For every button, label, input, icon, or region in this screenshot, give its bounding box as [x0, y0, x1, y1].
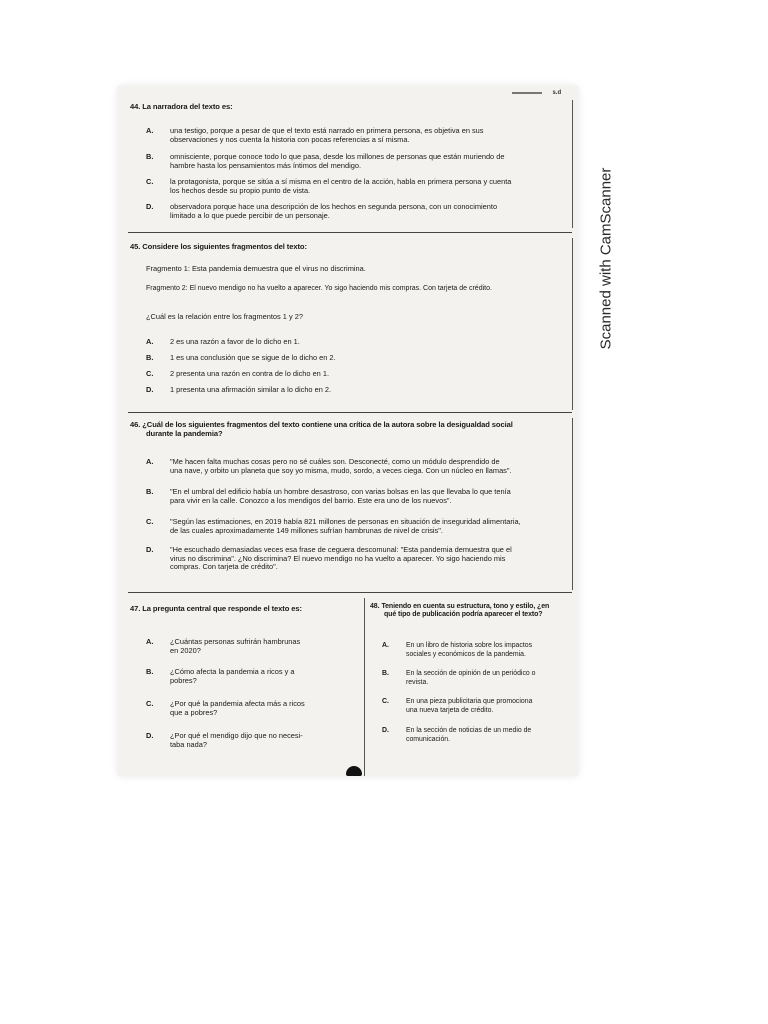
q46-option-a-line1: "Me hacen falta muchas cosas pero no sé cuáles son. Desconecté, como un módulo desprendido de: [170, 457, 500, 466]
q48-option-b: [382, 670, 574, 688]
q46-number: 46.: [130, 420, 141, 429]
q46-option-b: [146, 488, 570, 506]
q44-number: 44.: [130, 102, 141, 111]
q46-option-c-letter: C.: [146, 517, 154, 526]
q44-option-b-line1: omnisciente, porque conoce todo lo que pasa, desde los millones de personas que están muriendo de: [170, 152, 505, 161]
q44-option-c-letter: C.: [146, 177, 154, 186]
header-code: s.d: [552, 89, 562, 96]
q47-option-c: [146, 700, 360, 718]
q44-option-b-letter: B.: [146, 152, 154, 161]
q44-option-a-line2: observaciones y nos cuenta la historia con pocas referencias a sí misma.: [170, 134, 410, 144]
q48-option-a: [382, 642, 574, 660]
q45-option-c-text: 2 presenta una razón en contra de lo dicho en 1.: [170, 369, 330, 378]
q46-option-d-line2: virus no discrimina". ¿No discrimina? El nuevo mendigo no ha vuelto a aparecer. Yo sigo haciendo mis: [170, 553, 506, 563]
q45-stem: [130, 242, 307, 251]
q45-option-a-text: 2 es una razón a favor de lo dicho en 1.: [170, 337, 300, 346]
q47-stem-text: La pregunta central que responde el texto es:: [142, 604, 302, 613]
q47-option-a: [146, 638, 360, 656]
q47-option-b: [146, 668, 360, 686]
q47-option-d: [146, 732, 360, 750]
q46-option-a: [146, 458, 570, 476]
q45-number: 45.: [130, 242, 141, 251]
q44-option-b-line2: hambre hasta los pensamientos más íntimos del mendigo.: [170, 160, 362, 170]
q45-option-c-letter: C.: [146, 369, 154, 378]
q47-option-c-line2: que a pobres?: [170, 707, 218, 717]
separator-44-45: [128, 232, 572, 233]
q47-stem: [130, 604, 360, 613]
q47-option-c-letter: C.: [146, 699, 154, 708]
q47-option-b-letter: B.: [146, 667, 154, 676]
q47-option-b-line2: pobres?: [170, 675, 197, 685]
q48-option-c-letter: C.: [382, 698, 389, 705]
separator-46-47: [128, 592, 572, 593]
q46-option-d-line1: "He escuchado demasiadas veces esa frase de ceguera descomunal: "Esta pandemia demuestra que el: [170, 545, 512, 554]
q45-option-a-letter: A.: [146, 337, 154, 346]
q48-option-a-letter: A.: [382, 642, 389, 649]
q48-option-a-line2: sociales y económicos de la pandemia.: [406, 650, 526, 658]
q46-option-c-line2: de las cuales aproximadamente 149 millones sufrían hambrunas de nivel de crisis".: [170, 525, 443, 535]
q46-option-b-line1: "En el umbral del edificio había un hombre desastroso, con varias bolsas en las que llevaba lo que tenía: [170, 487, 511, 496]
q48-option-a-line1: En un libro de historia sobre los impactos: [406, 642, 533, 649]
right-rule-q46: [572, 418, 573, 590]
q44-option-a: [146, 127, 570, 145]
q47-option-a-letter: A.: [146, 637, 154, 646]
q45-fragment-2: Fragmento 2: El nuevo mendigo no ha vuelto a aparecer. Yo sigo haciendo mis compras. Con tarjeta de crédito.: [146, 285, 492, 292]
page-header-mark: [512, 84, 572, 94]
q47-option-a-line1: ¿Cuántas personas sufrirán hambrunas: [170, 637, 301, 646]
q47-option-d-line2: taba nada?: [170, 739, 207, 749]
q46-option-b-letter: B.: [146, 487, 154, 496]
q48-option-c: [382, 698, 574, 716]
q48-option-d-line2: comunicación.: [406, 735, 451, 743]
q47-option-d-letter: D.: [146, 731, 154, 740]
q47-option-d-line1: ¿Por qué el mendigo dijo que no necesi-: [170, 731, 303, 740]
q44-option-d-line1: observadora porque hace una descripción de los hechos en segunda persona, con un conocimiento: [170, 202, 498, 211]
q48-stem-line1: Teniendo en cuenta su estructura, tono y estilo, ¿en: [381, 603, 550, 610]
q44-option-a-line1: una testigo, porque a pesar de que el texto está narrado en primera persona, es objetiva en sus: [170, 126, 484, 135]
q44-option-c-line1: la protagonista, porque se sitúa a sí misma en el centro de la acción, habla en primera persona y cuenta: [170, 177, 512, 186]
q45-option-d: [146, 386, 570, 395]
q46-option-d-line3: compras. Con tarjeta de crédito".: [170, 562, 278, 572]
q45-stem-text: Considere los siguientes fragmentos del texto:: [142, 242, 307, 251]
q46-stem: [130, 420, 570, 438]
q47-number: 47.: [130, 604, 141, 613]
scanner-watermark-text: Scanned with CamScanner: [597, 167, 615, 350]
q45-option-c: [146, 370, 570, 379]
q47-option-a-line2: en 2020?: [170, 645, 201, 655]
scanner-watermark: [596, 150, 615, 360]
q44-option-d: [146, 203, 570, 221]
column-separator: [364, 598, 365, 776]
q45-option-d-text: 1 presenta una afirmación similar a lo dicho en 2.: [170, 385, 332, 394]
q48-stem-line2: qué tipo de publicación podría aparecer el texto?: [384, 611, 543, 619]
q48-option-c-line2: una nueva tarjeta de crédito.: [406, 706, 494, 714]
q44-option-c-line2: los hechos desde su propio punto de vista.: [170, 185, 311, 195]
q45-fragment-1: Fragmento 1: Esta pandemia demuestra que el virus no discrimina.: [146, 264, 366, 273]
q48-option-c-line1: En una pieza publicitaria que promociona: [406, 698, 533, 705]
right-rule-q44: [572, 100, 573, 228]
q44-option-c: [146, 178, 570, 196]
q48-option-d-letter: D.: [382, 727, 389, 734]
q46-option-a-letter: A.: [146, 457, 154, 466]
q48-option-b-line2: revista.: [406, 678, 429, 686]
q46-option-d-letter: D.: [146, 545, 154, 554]
q45-option-d-letter: D.: [146, 385, 154, 394]
q47-option-c-line1: ¿Por qué la pandemia afecta más a ricos: [170, 699, 305, 708]
q45-question: ¿Cuál es la relación entre los fragmentos 1 y 2?: [146, 312, 303, 321]
q48-option-b-line1: En la sección de opinión de un periódico o: [406, 670, 536, 677]
right-rule-q45: [572, 238, 573, 410]
q48-number: 48.: [370, 603, 380, 610]
q45-option-a: [146, 338, 570, 347]
q46-stem-line2: durante la pandemia?: [146, 429, 223, 438]
q44-stem: [130, 102, 233, 111]
separator-45-46: [128, 412, 572, 413]
q47-option-b-line1: ¿Cómo afecta la pandemia a ricos y a: [170, 667, 295, 676]
q48-option-b-letter: B.: [382, 670, 389, 677]
q46-option-c-line1: "Según las estimaciones, en 2019 había 821 millones de personas en situación de inseguridad alimentaria,: [170, 517, 521, 526]
q48-stem: [370, 603, 574, 620]
q44-option-a-letter: A.: [146, 126, 154, 135]
q48-option-d-line1: En la sección de noticias de un medio de: [406, 727, 532, 734]
page-bottom-blot: [346, 766, 362, 776]
q46-stem-line1: ¿Cuál de los siguientes fragmentos del texto contiene una crítica de la autora sobre la desigualdad social: [142, 420, 513, 429]
q45-option-b-letter: B.: [146, 353, 154, 362]
q46-option-c: [146, 518, 570, 536]
q46-option-d: [146, 546, 570, 573]
q44-option-d-line2: limitado a lo que puede percibir de un personaje.: [170, 210, 330, 220]
q46-option-b-line2: para vivir en la calle. Conozco a los mendigos del barrio. Este era uno de los nuevos".: [170, 495, 452, 505]
q44-option-d-letter: D.: [146, 202, 154, 211]
q44-stem-text: La narradora del texto es:: [142, 102, 233, 111]
q45-option-b-text: 1 es una conclusión que se sigue de lo dicho en 2.: [170, 353, 336, 362]
q48-option-d: [382, 727, 574, 745]
q45-option-b: [146, 354, 570, 363]
q44-option-b: [146, 153, 570, 171]
q46-option-a-line2: una nave, y orbito un planeta que soy yo misma, mudo, sordo, a veces ciega. Con un núcleo en llamas".: [170, 465, 512, 475]
